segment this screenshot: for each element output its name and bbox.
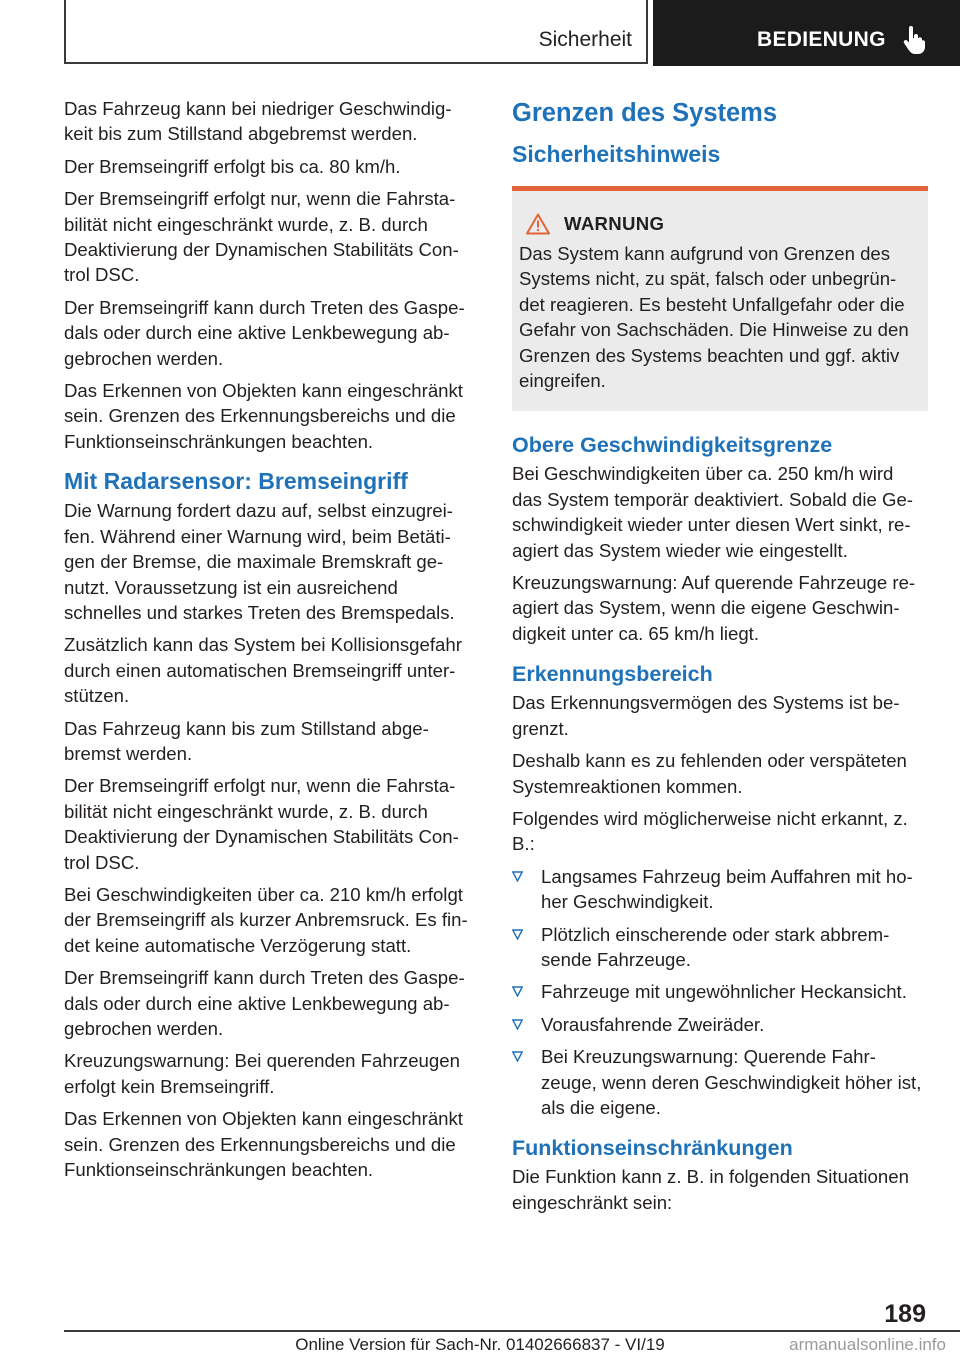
triangle-bullet-icon (512, 871, 523, 882)
heading-radar-bremseingriff: Mit Radarsensor: Bremseingriff (64, 468, 408, 495)
triangle-bullet-icon (512, 1019, 523, 1030)
warning-title-row (519, 213, 920, 235)
paragraph: Kreuzungswarnung: Auf querende Fahrzeuge re-agiert das System, wenn die eigene Geschwin-digkeit unter ca. 65 km/h liegt. (512, 572, 916, 644)
triangle-bullet-icon (512, 986, 523, 997)
footer-watermark: armanualsonline.info (789, 1335, 946, 1354)
warning-box (512, 186, 928, 411)
bullet-list (512, 864, 928, 1121)
paragraph: Der Bremseingriff erfolgt nur, wenn die Fahrsta-bilität nicht eingeschränkt wurde, z. B. durch Deaktivierung der Dynamischen Stabilitäts Con-trol DSC. (64, 188, 459, 286)
paragraph: Deshalb kann es zu fehlenden oder verspäteten Systemreaktionen kommen. (512, 750, 907, 797)
paragraph: Das Erkennungsvermögen des Systems ist be-grenzt. (512, 692, 900, 739)
warning-text: Das System kann aufgrund von Grenzen des Systems nicht, zu spät, falsch oder unbegrün-det reagieren. Es besteht Unfallgefahr oder die Gefahr von Sachschäden. Die Hinweise zu den Grenzen des Systems beachten und ggf. aktiv eingreifen. (519, 243, 909, 392)
left-column (64, 96, 478, 1189)
warning-triangle-icon (526, 213, 550, 235)
paragraph: Bei Geschwindigkeiten über ca. 250 km/h wird das System temporär deaktiviert. Sobald die Ge-schwindigkeit wieder unter diesen Wert sinkt, re-agiert das System wieder wie eingestellt. (512, 463, 913, 561)
paragraph: Das Erkennen von Objekten kann eingeschränkt sein. Grenzen des Erkennungsbereichs und die Funktionseinschränkungen beachten. (64, 1108, 463, 1181)
paragraph: Zusätzlich kann das System bei Kollisionsgefahr durch einen automatischen Bremseingriff unter-stützen. (64, 634, 462, 707)
list-item: Fahrzeuge mit ungewöhnlicher Heckansicht. (512, 979, 928, 1004)
heading-obere-geschwindigkeitsgrenze: Obere Geschwindigkeitsgrenze (512, 433, 833, 458)
header-chapter-label: BEDIENUNG (757, 28, 886, 51)
heading-grenzen-des-systems: Grenzen des Systems (512, 99, 778, 127)
warning-title: WARNUNG (564, 213, 665, 234)
pointing-hand-icon (903, 26, 925, 54)
paragraph: Bei Geschwindigkeiten über ca. 210 km/h erfolgt der Bremseingriff als kurzer Anbremsruck. Es fin-det keine automatische Verzögerung statt. (64, 883, 468, 956)
paragraph: Kreuzungswarnung: Bei querenden Fahrzeugen erfolgt kein Bremseingriff. (64, 1050, 460, 1097)
paragraph: Der Bremseingriff kann durch Treten des Gaspe-dals oder durch eine aktive Lenkbewegung ab-gebrochen werden. (64, 296, 465, 369)
list-item: Langsames Fahrzeug beim Auffahren mit ho-her Geschwindigkeit. (512, 864, 928, 915)
footer-rule-right (864, 1330, 960, 1332)
paragraph: Der Bremseingriff erfolgt nur, wenn die Fahrsta-bilität nicht eingeschränkt wurde, z. B. durch Deaktivierung der Dynamischen Stabilitäts Con-trol DSC. (64, 775, 459, 873)
paragraph: Folgendes wird möglicherweise nicht erkannt, z. B.: (512, 807, 908, 855)
heading-funktionseinschraenkungen: Funktionseinschränkungen (512, 1136, 793, 1161)
paragraph: Das Fahrzeug kann bei niedriger Geschwindig-keit bis zum Stillstand abgebremst werden. (64, 98, 452, 145)
header-chapter-tab (653, 0, 960, 66)
footer-rule (64, 1330, 864, 1332)
paragraph: Die Funktion kann z. B. in folgenden Situationen eingeschränkt sein: (512, 1166, 909, 1213)
list-item: Vorausfahrende Zweiräder. (512, 1012, 928, 1037)
header-section-title: Sicherheit (538, 28, 632, 51)
triangle-bullet-icon (512, 929, 523, 940)
heading-sicherheitshinweis: Sicherheitshinweis (512, 141, 721, 167)
page-number: 189 (884, 1300, 926, 1328)
heading-erkennungsbereich: Erkennungsbereich (512, 662, 713, 687)
footer-online-version: Online Version für Sach-Nr. 01402666837 - VI/19 (295, 1335, 665, 1354)
paragraph: Das Erkennen von Objekten kann eingeschränkt sein. Grenzen des Erkennungsbereichs und die Funktionseinschränkungen beachten. (64, 380, 463, 452)
paragraph: Das Fahrzeug kann bis zum Stillstand abge-bremst werden. (64, 717, 429, 764)
triangle-bullet-icon (512, 1051, 523, 1062)
paragraph: Die Warnung fordert dazu auf, selbst einzugrei-fen. Während einer Warnung wird, beim Betäti-gen der Bremse, die maximale Bremskraft ge-nutzt. Voraussetzung ist ein ausreichend schnelles und starkes Treten des Bremspedals. (64, 500, 455, 623)
list-item: Bei Kreuzungswarnung: Querende Fahr-zeuge, wenn deren Geschwindigkeit höher ist, als die eigene. (512, 1044, 928, 1120)
paragraph: Der Bremseingriff kann durch Treten des Gaspe-dals oder durch eine aktive Lenkbewegung ab-gebrochen werden. (64, 967, 465, 1039)
paragraph: Der Bremseingriff erfolgt bis ca. 80 km/h. (64, 155, 401, 177)
header-section-box (64, 0, 648, 64)
list-item: Plötzlich einscherende oder stark abbrem-sende Fahrzeuge. (512, 922, 928, 973)
right-column (512, 96, 928, 1222)
